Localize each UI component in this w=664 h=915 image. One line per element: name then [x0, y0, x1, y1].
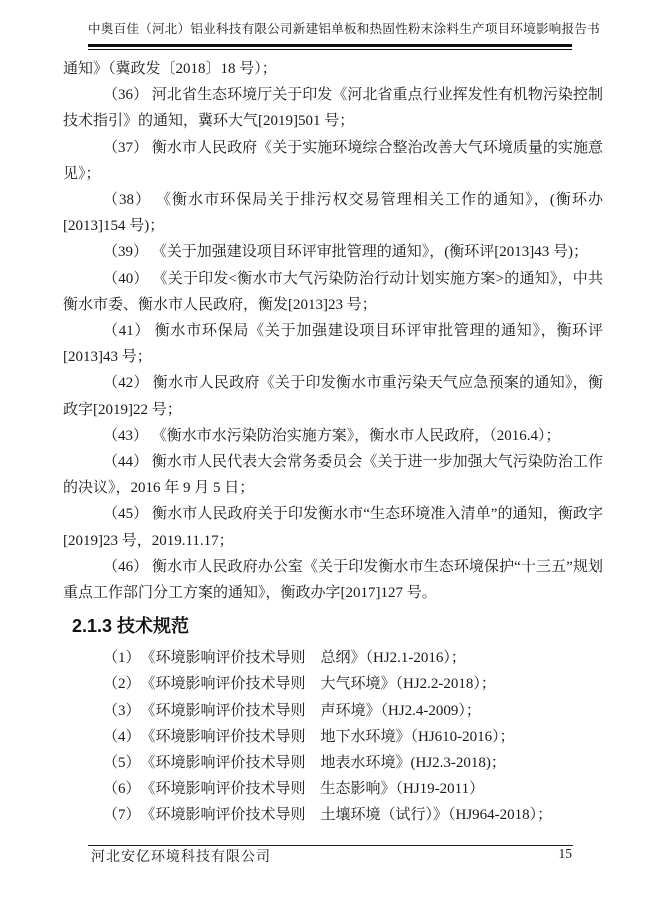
- header-title: 中奥百佳（河北）铝业科技有限公司新建铝单板和热固性粉末涂料生产项目环境影响报告书: [88, 22, 601, 36]
- section-heading: 2.1.3 技术规范: [72, 616, 190, 637]
- standard-item-2: （2） 《环境影响评价技术导则 大气环境》（HJ2.2-2018）；: [103, 676, 496, 693]
- standard-item-1: （1） 《环境影响评价技术导则 总纲》（HJ2.1-2016）；: [103, 650, 466, 667]
- regulation-item-40: （40） 《关于印发<衡水市大气污染防治行动计划实施方案>的通知》，中共衡水市委、衡水市人民政府，衡发[2013]23 号；: [63, 270, 603, 313]
- header-rule-thin: [88, 49, 572, 50]
- standard-item-7: （7） 《环境影响评价技术导则 土壤环境（试行）》（HJ964-2018）；: [103, 807, 553, 824]
- header-rule: [88, 44, 572, 47]
- regulation-item-45: （45） 衡水市人民政府关于印发衡水市“生态环境准入清单”的通知，衡政字[2019]23 号，2019.11.17；: [63, 506, 603, 549]
- regulation-item-44: （44） 衡水市人民代表大会常务委员会《关于进一步加强大气污染防治工作的决议》，2016 年 9 月 5 日；: [63, 454, 603, 497]
- page-header: [88, 18, 601, 40]
- standard-item-3: （3） 《环境影响评价技术导则 声环境》（HJ2.4-2009）；: [103, 702, 481, 719]
- regulation-item-39: （39） 《关于加强建设项目环评审批管理的通知》，(衡环评[2013]43 号)；: [103, 244, 588, 261]
- regulation-item-46: （46） 衡水市人民政府办公室《关于印发衡水市生态环境保护“十三五”规划重点工作部门分工方案的通知》，衡政办字[2017]127 号。: [63, 558, 603, 602]
- document-content: [63, 56, 603, 829]
- regulation-item-36: （36） 河北省生态环境厅关于印发《河北省重点行业挥发性有机物污染控制技术指引》的通知，冀环大气[2019]501 号；: [63, 87, 603, 130]
- standard-item-6: （6） 《环境影响评价技术导则 生态影响》（HJ19-2011）: [103, 781, 485, 798]
- footer-company: 河北安亿环境科技有限公司: [91, 850, 271, 865]
- standards-list: [63, 645, 603, 828]
- regulation-item-43: （43） 《衡水市水污染防治实施方案》，衡水市人民政府，（2016.4）；: [103, 427, 561, 444]
- page-number: 15: [558, 846, 572, 861]
- regulation-item-38: （38） 《衡水市环保局关于排污权交易管理相关工作的通知》，(衡环办[2013]154 号)；: [63, 192, 603, 235]
- footer-rule: [88, 845, 573, 846]
- standard-item-5: （5） 《环境影响评价技术导则 地表水环境》(HJ2.3-2018)；: [103, 755, 506, 772]
- regulation-item-41: （41） 衡水市环保局《关于加强建设项目环评审批管理的通知》，衡环评[2013]43 号；: [63, 323, 603, 366]
- regulation-item-42: （42） 衡水市人民政府《关于印发衡水市重污染天气应急预案的通知》，衡政字[2019]22 号；: [63, 375, 603, 418]
- paragraph-continuation: 通知》（冀政发〔2018〕18 号）；: [63, 61, 277, 77]
- regulation-item-37: （37） 衡水市人民政府《关于实施环境综合整治改善大气环境质量的实施意见》；: [63, 139, 603, 182]
- standard-item-4: （4） 《环境影响评价技术导则 地下水环境》（HJ610-2016）；: [103, 728, 515, 745]
